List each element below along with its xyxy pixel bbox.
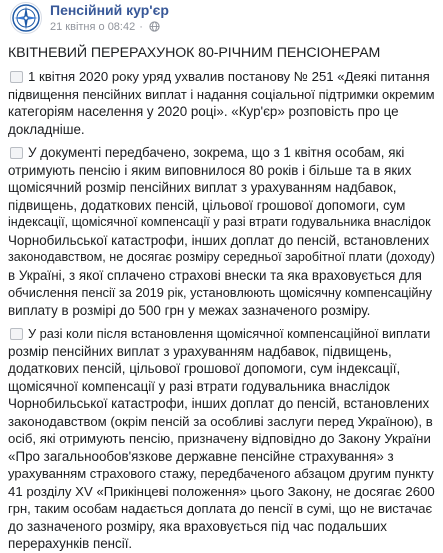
paragraph-line: розмір пенсійних виплат з урахуванням надбавок, підвищень, <box>8 343 392 359</box>
paragraph-line: підвищень, додаткових пенсій, цільової грошової допомоги, сум <box>8 197 406 213</box>
post-date[interactable]: 21 квітня о 08:42 <box>50 21 136 33</box>
emoji-placeholder-icon <box>10 71 23 83</box>
emoji-placeholder-icon <box>10 147 23 159</box>
paragraph-line: виплату в розмірі до 500 грн у межах зазначеного розміру. <box>8 302 371 318</box>
paragraph-line: Чорнобильської катастрофи, інших доплат до пенсій, встановлених <box>8 396 430 411</box>
page-name-link[interactable]: Пенсійний кур'єр <box>50 2 169 18</box>
paragraph-line: докладніше. <box>8 121 85 137</box>
paragraph-line: законодавством, не досягає розміру середньої заробітної плати (доходу) <box>8 250 435 264</box>
paragraph-line: підвищення пенсійних виплат і надання соціальної підтримки окремим <box>8 86 435 102</box>
paragraph-line: категоріям населення у 2020 році». «Кур'єр» розповість про це <box>8 104 399 119</box>
paragraph-line: в Україні, з якої сплачено страхові внески та яка враховується для <box>8 267 422 283</box>
paragraph-line: до зазначеного розміру, яка враховується під час подальших <box>8 518 387 534</box>
post-paragraph-2 <box>8 144 435 319</box>
compass-logo-icon <box>11 3 41 33</box>
paragraph-line: отримують пенсію і яким виповнилося 80 років і більше та в яких <box>8 162 412 178</box>
emoji-placeholder-icon <box>10 328 23 340</box>
page-avatar[interactable] <box>10 2 42 34</box>
post-header <box>8 0 435 38</box>
meta-separator: · <box>139 21 143 33</box>
post-meta <box>50 21 160 33</box>
paragraph-line: Чорнобильської катастрофи, інших доплат до пенсій, встановлених <box>8 232 430 248</box>
paragraph-line: 41 розділу XV «Прикінцеві положення» цього Закону, не досягає 2600 <box>8 483 435 499</box>
paragraph-line: грн, таким особам надається доплата до пенсії в сумі, що не вистачає <box>8 501 433 516</box>
paragraph-line: осіб, які отримують пенсію, призначену відповідно до Закону України <box>8 431 431 446</box>
paragraph-line: «Про загальнообов'язкове державне пенсійне страхування» з <box>8 448 394 464</box>
paragraph-line: обчислення пенсії за 2019 рік, установлюють щомісячну компенсаційну <box>8 285 433 300</box>
paragraph-line: 1 квітня 2020 року уряд ухвалив постанову № 251 «Деякі питання <box>8 68 435 86</box>
paragraph-line: законодавством (окрім пенсій за особливі заслуги перед Україною), в <box>8 413 433 429</box>
post-paragraph-1 <box>8 68 435 138</box>
post-paragraph-3 <box>8 325 435 553</box>
paragraph-line: У документі передбачено, зокрема, що з 1 квітня особам, які <box>8 144 435 162</box>
paragraph-line: індексації, щомісячної компенсації у разі втрати годувальника внаслідок <box>8 215 431 229</box>
paragraph-line: щомісячної компенсації у разі втрати годувальника внаслідок <box>8 378 390 394</box>
paragraph-line: щомісячний розмір пенсійних виплат з урахуванням надбавок, <box>8 180 397 195</box>
paragraph-line: додаткових пенсій, цільової грошової допомоги, сум індексації, <box>8 361 401 376</box>
paragraph-line: У разі коли після встановлення щомісячної компенсаційної виплати <box>8 325 435 343</box>
globe-icon[interactable] <box>149 21 160 32</box>
paragraph-line: урахуванням страхового стажу, передбаченого абзацом другим пункту <box>8 466 434 481</box>
paragraph-line: перерахунків пенсії. <box>8 536 133 551</box>
post-headline: КВІТНЕВИЙ ПЕРЕРАХУНОК 80-РІЧНИМ ПЕНСІОНЕРАМ <box>8 45 381 61</box>
